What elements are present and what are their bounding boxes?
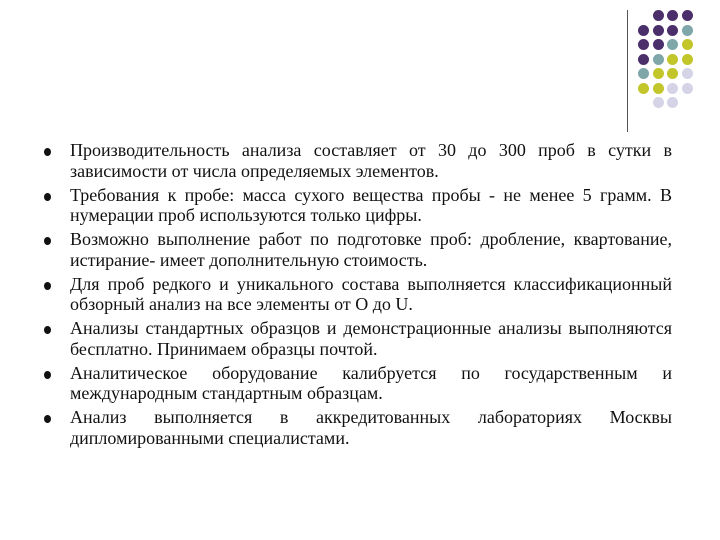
bullet-dot-icon (44, 148, 51, 156)
decorative-dot (653, 25, 664, 36)
decorative-dot (667, 68, 678, 79)
bullet-text: Аналитическое оборудование калибруется по государственным и международным стандартным образцам. (70, 362, 672, 403)
decorative-dot (653, 39, 664, 50)
decorative-dot-grid (638, 10, 698, 110)
decorative-dot (667, 10, 678, 21)
bullet-dot-icon (44, 371, 51, 379)
decorative-divider-line (627, 10, 628, 132)
bullet-item (44, 229, 672, 270)
bullet-text: Анализ выполняется в аккредитованных лабораториях Москвы дипломированными специалистами. (70, 407, 672, 448)
decorative-dot (638, 39, 649, 50)
bullet-item (44, 274, 672, 315)
bullet-item (44, 140, 672, 181)
decorative-dot (667, 54, 678, 65)
bullet-item (44, 363, 672, 404)
decorative-dot (682, 39, 693, 50)
bullet-text: Возможно выполнение работ по подготовке проб: дробление, квартование, истирание- имеет дополнительную стоимость. (70, 229, 672, 270)
decorative-dot (682, 68, 693, 79)
decorative-dot (667, 39, 678, 50)
decorative-dot (667, 25, 678, 36)
bullet-dot-icon (44, 326, 51, 334)
decorative-dot (653, 10, 664, 21)
decorative-dot (682, 25, 693, 36)
decorative-dot (667, 83, 678, 94)
bullet-dot-icon (44, 415, 51, 423)
bullet-item (44, 185, 672, 226)
bullet-dot-icon (44, 237, 51, 245)
bullet-item (44, 318, 672, 359)
bullet-dot-icon (44, 282, 51, 290)
decorative-dot (653, 54, 664, 65)
bullet-text: Производительность анализа составляет от 30 до 300 проб в сутки в зависимости от числа определяемых элементов. (70, 140, 672, 181)
decorative-dot (653, 97, 664, 108)
decorative-dot (653, 68, 664, 79)
decorative-dot (638, 68, 649, 79)
bullet-text: Анализы стандартных образцов и демонстрационные анализы выполняются бесплатно. Принимаем образцы почтой. (70, 318, 672, 359)
decorative-dot (682, 10, 693, 21)
decorative-dot (682, 83, 693, 94)
decorative-dot (638, 25, 649, 36)
bullet-dot-icon (44, 193, 51, 201)
bullet-text: Требования к пробе: масса сухого вещества пробы - не менее 5 грамм. В нумерации проб используются только цифры. (70, 184, 672, 225)
bullet-list (44, 140, 672, 452)
decorative-dot (667, 97, 678, 108)
decorative-dot (638, 54, 649, 65)
decorative-dot (653, 83, 664, 94)
decorative-dot (638, 83, 649, 94)
decorative-dot (682, 54, 693, 65)
bullet-item (44, 407, 672, 448)
bullet-text: Для проб редкого и уникального состава выполняется классификационный обзорный анализ на все элементы от О до U. (70, 273, 672, 314)
